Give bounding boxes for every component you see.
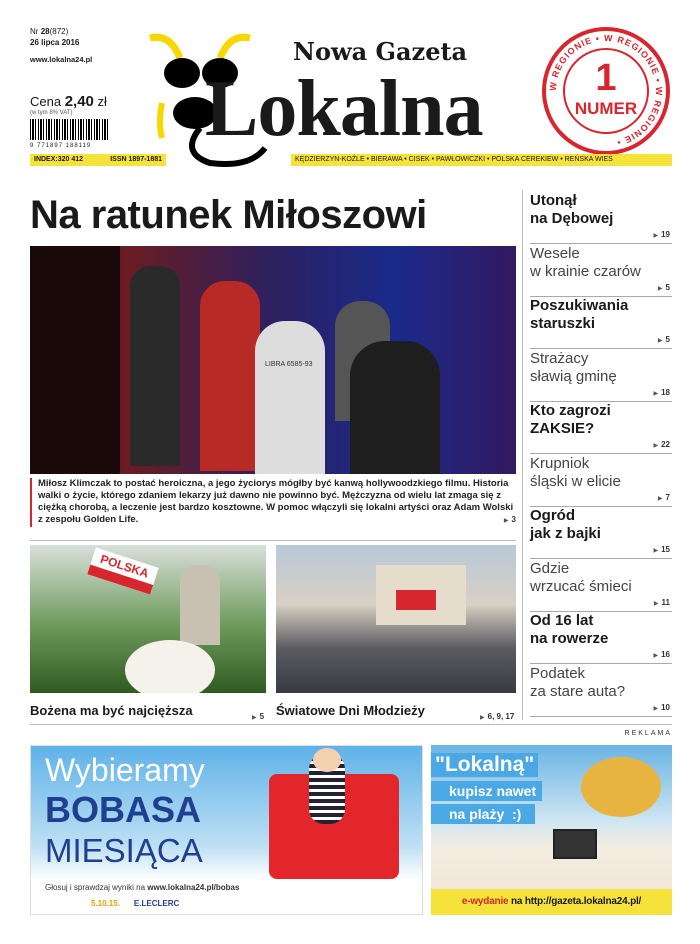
price-block [30, 94, 107, 117]
page-number: 16 [661, 650, 670, 659]
sidebar-teaser[interactable] [530, 612, 672, 664]
pumpkin-photo[interactable] [30, 545, 266, 693]
story-title[interactable]: Światowe Dni Młodzieży [276, 703, 425, 718]
teaser-page-ref [653, 438, 670, 451]
sponsor-logo: E.LECLERC [133, 899, 180, 908]
page-number: 15 [661, 545, 670, 554]
sunhat-image [581, 757, 661, 817]
teaser-page-ref [658, 491, 670, 504]
edition-url: na http://gazeta.lokalna24.pl/ [511, 896, 642, 907]
arrow-right-icon: ▶ [503, 518, 509, 524]
teaser-title: Podatek za stare auta? [530, 664, 626, 700]
ad-line3: MIESIĄCA [45, 832, 203, 869]
stamp-text: W REGIONIE • W REGIONIE • W REGIONIE • [547, 32, 665, 148]
teaser-page-ref [658, 281, 670, 294]
band-photo[interactable] [30, 246, 516, 474]
arrow-right-icon: ▶ [653, 653, 659, 659]
regions-strip: KĘDZIERZYN-KOŹLE • BIERAWA • CISEK • PAWŁOWICZKI • POLSKA CEREKIEW • REŃSKA WIEŚ [291, 154, 672, 166]
teaser-page-ref [653, 543, 670, 556]
teaser-title: Od 16 lat na rowerze [530, 612, 609, 647]
sidebar-teaser[interactable] [530, 455, 672, 507]
page-number: 7 [665, 492, 670, 502]
barcode [30, 119, 110, 140]
teaser-page-ref [653, 228, 670, 241]
issue-number: 28 [40, 27, 50, 36]
barcode-number: 9 771897 188119 [30, 143, 92, 149]
stamp-word: NUMER [574, 99, 638, 118]
arrow-right-icon: ▶ [657, 495, 663, 502]
teaser-page-ref [653, 701, 670, 714]
issue-prefix: Nr [30, 27, 39, 36]
title-top: Nowa Gazeta [293, 37, 468, 66]
page-number: 11 [661, 597, 670, 607]
page-number: 10 [661, 702, 670, 712]
arrow-right-icon: ▶ [653, 390, 659, 397]
tablet-image [553, 829, 597, 859]
number-one-stamp [540, 26, 672, 156]
vat-note: (w tym 8% VAT) [30, 110, 73, 116]
shirt-text: LIBRA 6585-93 [265, 361, 313, 368]
index-number: INDEX:320 412 [34, 156, 84, 163]
arrow-right-icon: ▶ [653, 705, 659, 712]
teaser-title: Ogród jak z bajki [530, 507, 601, 542]
page-number: 3 [511, 515, 516, 524]
teaser-title: Utonął na Dębowej [530, 192, 614, 227]
arrow-right-icon: ▶ [480, 715, 485, 721]
title-main: Lokalna [205, 65, 483, 153]
stamp-number: 1 [595, 57, 617, 99]
sponsor-logo: 5.10.15. [91, 899, 120, 908]
issue-total: (872) [49, 27, 69, 36]
teaser-title: Gdzie wrzucać śmieci [530, 559, 632, 595]
website-link[interactable]: www.lokalna24.pl [30, 55, 93, 64]
e-edition-bar[interactable] [431, 889, 672, 915]
teaser-title: Wesele w krainie czarów [530, 244, 641, 280]
lead-page-ref[interactable] [504, 514, 516, 527]
sidebar-teaser[interactable] [530, 192, 672, 244]
sidebar-teaser[interactable] [530, 297, 672, 349]
arrow-right-icon: ▶ [252, 715, 257, 721]
teaser-page-ref [653, 648, 670, 661]
sidebar-teaser[interactable] [530, 350, 672, 402]
page-number: 22 [661, 440, 670, 449]
divider [30, 724, 672, 725]
flag-text: POLSKA [87, 547, 158, 594]
sidebar-teaser[interactable] [530, 245, 672, 297]
lead-caption-block [30, 478, 516, 527]
arrow-right-icon: ▶ [657, 285, 663, 292]
vote-text: Głosuj i sprawdzaj wyniki na [45, 883, 146, 892]
sidebar-teaser[interactable] [530, 402, 672, 454]
price-label: Cena [30, 94, 62, 109]
vote-url[interactable]: www.lokalna24.pl/bobas [147, 883, 240, 892]
arrow-right-icon: ▶ [653, 600, 659, 607]
ad-line2: BOBASA [45, 789, 202, 830]
arrow-right-icon: ▶ [653, 443, 659, 449]
edition-label: e-wydanie [461, 896, 509, 907]
sponsor-logos [91, 899, 179, 909]
issue-date: 26 lipca 2016 [30, 38, 80, 47]
teaser-title: Kto zagrozi ZAKSIE? [530, 402, 611, 437]
teaser-title: Krupniok śląski w elicie [530, 454, 621, 490]
sidebar-divider [522, 190, 523, 720]
ad-line1: "Lokalną" [431, 753, 538, 777]
story-page-ref[interactable] [252, 710, 264, 723]
story-page-ref[interactable] [480, 710, 514, 723]
sidebar-teaser[interactable] [530, 507, 672, 559]
teaser-page-ref [654, 596, 670, 609]
page-number: 6, 9, 17 [487, 712, 515, 721]
lead-headline[interactable]: Na ratunek Miłoszowi [30, 193, 427, 237]
page-number: 5 [665, 282, 670, 292]
sidebar-teaser[interactable] [530, 665, 672, 717]
ad-line1: Wybieramy [45, 752, 205, 788]
arrow-right-icon: ▶ [657, 338, 663, 344]
youth-day-photo[interactable] [276, 545, 516, 693]
issue-info [30, 26, 92, 65]
teaser-page-ref [658, 333, 670, 346]
ad-line2: kupisz nawet [431, 781, 542, 801]
price: 2,40 [64, 93, 94, 110]
story-title[interactable]: Bożena ma być najcięższa [30, 703, 193, 718]
divider [30, 540, 516, 541]
ad-line3: na plaży :) [431, 804, 535, 824]
ad-label: REKLAMA [624, 730, 672, 737]
page-number: 5 [259, 712, 265, 721]
page-number: 5 [665, 335, 670, 344]
teaser-title: Poszukiwania staruszki [530, 297, 629, 332]
suitcase-image [269, 774, 399, 879]
issn-number: ISSN 1897-1881 [110, 156, 162, 163]
teaser-title: Strażacy sławią gminę [530, 349, 617, 385]
page-number: 19 [661, 230, 670, 239]
bobas-ad[interactable] [30, 745, 423, 915]
teaser-page-ref [653, 386, 670, 399]
sidebar-teaser[interactable] [530, 560, 672, 612]
currency: zł [97, 94, 107, 109]
arrow-right-icon: ▶ [653, 548, 659, 554]
page-number: 18 [661, 387, 670, 397]
beach-ad[interactable] [431, 745, 672, 915]
arrow-right-icon: ▶ [653, 233, 659, 239]
lead-caption: Miłosz Klimczak to postać heroiczna, a jego życiorys mógłby być kanwą hollywoodzkiego filmu. Historia walki o życie, którego zdaniem lekarzy już dawno nie powinno być. Mężczyzna od wielu lat zmaga się z ciężką chorobą, a leczenie jest bardzo kosztowne. W pomoc włączyli się lokalni artyści oraz Adam Wolski z zespołu Golden Life. [38, 478, 514, 525]
